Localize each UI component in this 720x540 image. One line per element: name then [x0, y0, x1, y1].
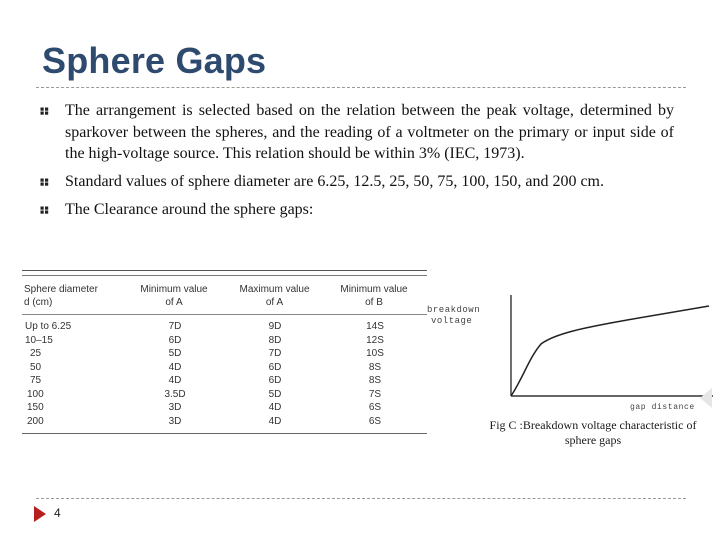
- table-cell: 8S: [368, 361, 382, 373]
- table-cell: 8D: [268, 334, 282, 346]
- table-cell: 3D: [168, 415, 182, 427]
- bullet-list: [40, 100, 674, 227]
- figure-xlabel: gap distance: [630, 403, 695, 412]
- clearance-table: [22, 270, 427, 436]
- table-cell: 100: [27, 388, 44, 400]
- table-cell: 3.5D: [164, 388, 186, 400]
- table-cell: 5D: [168, 348, 182, 359]
- table-cell: 75: [30, 375, 42, 386]
- square-bullet-icon: [40, 206, 49, 214]
- table-cell: 6D: [268, 375, 282, 386]
- table-header-min-b: [334, 283, 414, 309]
- bullet-text: The arrangement is selected based on the relation between the peak voltage, determined by sparkover between the spheres, and the reading of a voltmeter on the primary or input side of the high-voltage source. This relation should be within 3% (IEC, 1973).: [65, 102, 674, 162]
- figure-ylabel-line-1: breakdown: [427, 305, 481, 315]
- table-header-min-a: [134, 283, 214, 309]
- table-cell: Up to 6.25: [25, 321, 72, 332]
- bullet-text: Standard values of sphere diameter are 6.25, 12.5, 25, 50, 75, 100, 150, and 200 cm.: [65, 172, 604, 190]
- header-line: Maximum value of A: [239, 284, 310, 308]
- table-rule: [22, 275, 427, 276]
- right-arrow-icon: [34, 506, 46, 522]
- table-row: [22, 320, 427, 334]
- table-cell: 6D: [268, 361, 282, 373]
- breakdown-voltage-figure: [425, 292, 717, 412]
- bullet-text: The Clearance around the sphere gaps:: [65, 201, 314, 218]
- table-rule: [22, 314, 427, 315]
- table-rule: [22, 433, 427, 434]
- table-row: [22, 388, 427, 402]
- square-bullet-icon: [40, 107, 49, 115]
- header-line: Minimum value of B: [340, 284, 408, 308]
- table-cell: 7D: [268, 348, 282, 359]
- table-row: [22, 334, 427, 348]
- header-line: Minimum value of A: [140, 284, 208, 308]
- bullet-item: [40, 171, 674, 193]
- table-cell: 6S: [368, 402, 382, 413]
- table-cell: 9D: [268, 321, 282, 332]
- table-cell: 10S: [366, 348, 384, 359]
- footer-divider: [36, 498, 686, 499]
- table-cell: 6S: [368, 415, 382, 427]
- table-rule: [22, 270, 427, 271]
- table-cell: 7D: [168, 321, 182, 332]
- table-cell: 14S: [366, 321, 384, 332]
- table-cell: 10–15: [25, 334, 53, 346]
- table-row: [22, 361, 427, 375]
- table-cell: 5D: [268, 388, 282, 400]
- bullet-item: [40, 199, 674, 221]
- table-cell: 25: [30, 348, 42, 359]
- figure-caption: Fig C :Breakdown voltage characteristic of sphere gaps: [489, 418, 697, 447]
- table-row: [22, 401, 427, 415]
- table-cell: 50: [30, 361, 42, 373]
- page-number: 4: [54, 506, 61, 520]
- table-body: [22, 320, 427, 428]
- title-divider: [36, 87, 686, 88]
- slide-title: Sphere Gaps: [42, 40, 267, 81]
- table-cell: 8S: [368, 375, 382, 386]
- header-line: Sphere diameter d (cm): [24, 284, 98, 308]
- bullet-item: [40, 100, 674, 165]
- table-row: [22, 347, 427, 361]
- table-cell: 7S: [368, 388, 382, 400]
- table-row: [22, 415, 427, 429]
- decorative-right-tab: [700, 388, 712, 408]
- table-cell: 150: [27, 402, 44, 413]
- square-bullet-icon: [40, 178, 49, 186]
- table-header-max-a: [232, 283, 317, 309]
- table-cell: 200: [27, 415, 44, 427]
- table-cell: 4D: [168, 375, 182, 386]
- table-cell: 3D: [168, 402, 182, 413]
- table-row: [22, 374, 427, 388]
- figure-curve: [511, 306, 709, 396]
- table-header-diameter: [24, 283, 98, 309]
- table-cell: 12S: [366, 334, 384, 346]
- table-cell: 4D: [268, 415, 282, 427]
- table-cell: 6D: [168, 334, 182, 346]
- figure-ylabel-line-2: voltage: [431, 316, 473, 326]
- table-cell: 4D: [268, 402, 282, 413]
- table-cell: 4D: [168, 361, 182, 373]
